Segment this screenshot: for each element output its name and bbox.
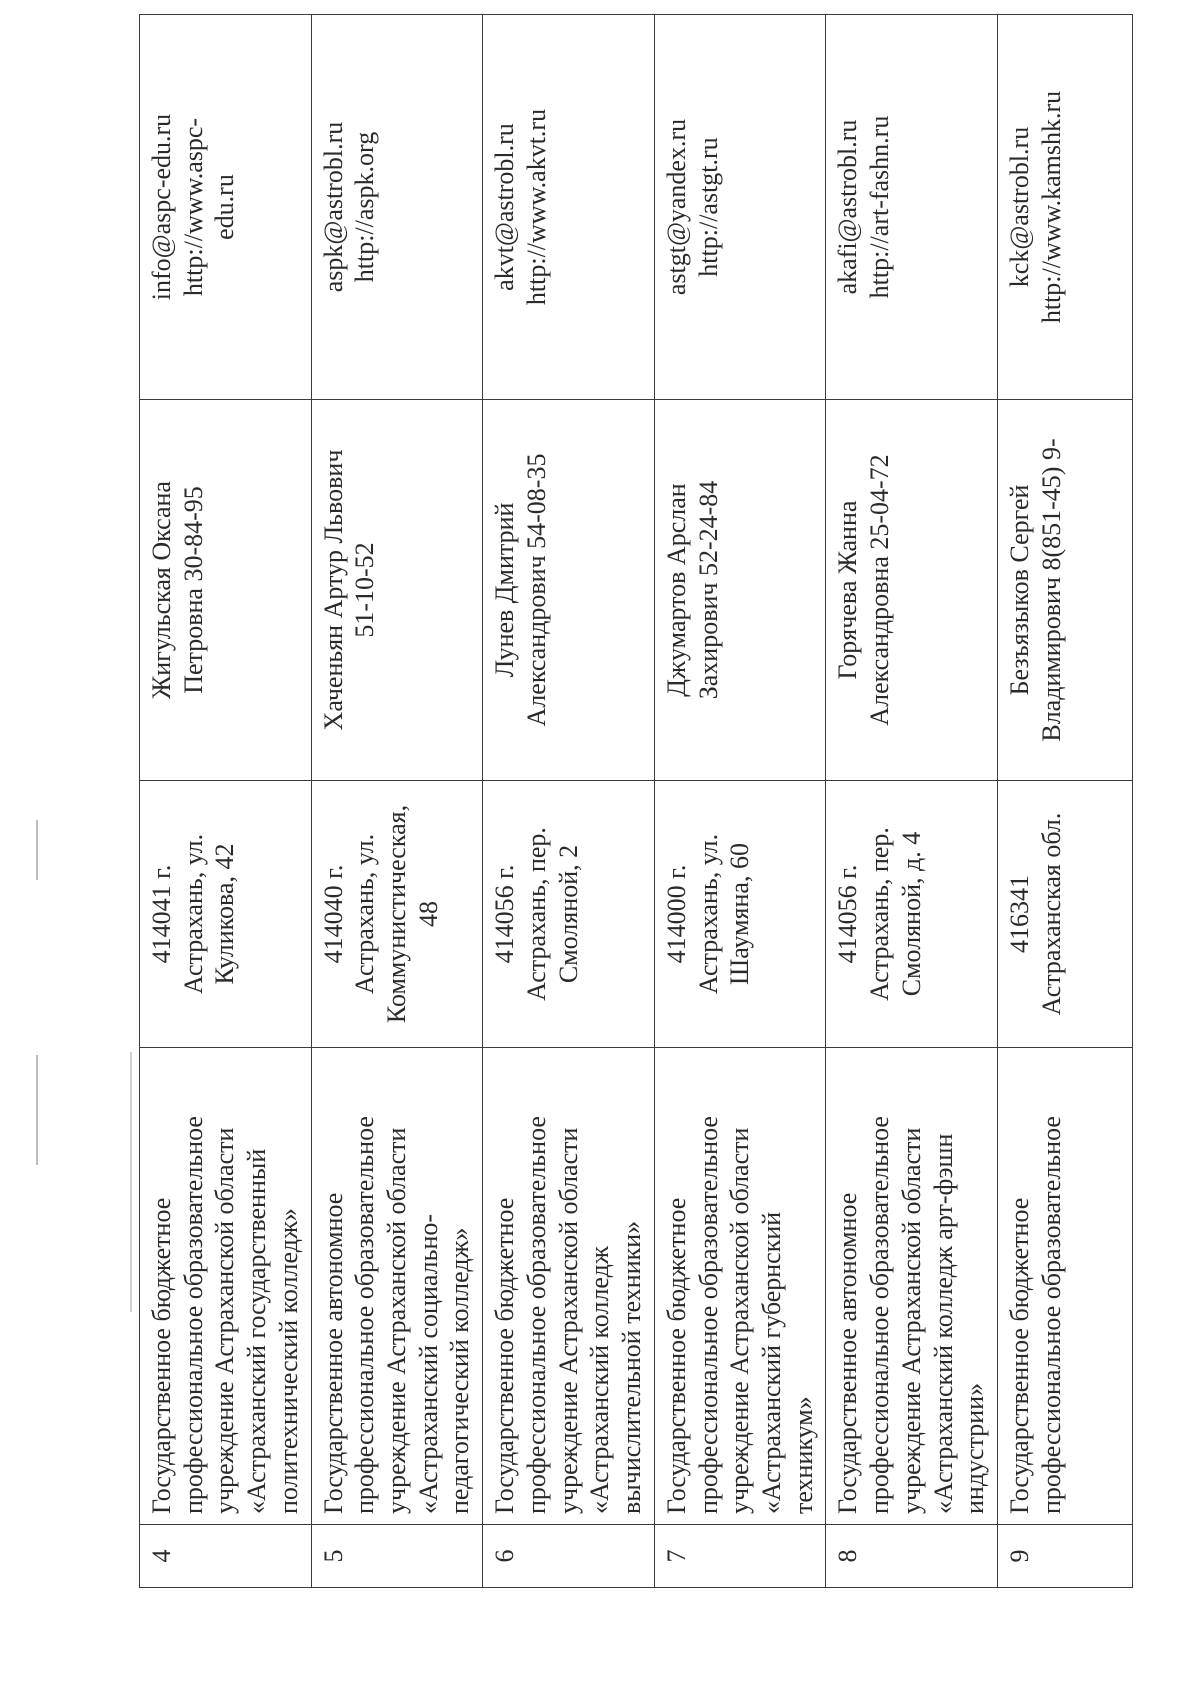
cell-address-line: Астрахань, ул. bbox=[350, 833, 380, 995]
cell-organization-line: педагогический колледж» bbox=[445, 1227, 475, 1514]
cell-head-contact-line: Горячева Жанна bbox=[833, 500, 863, 680]
cell-organization-line: профессиональное образовательное bbox=[350, 1116, 380, 1514]
table-body bbox=[140, 15, 1133, 1588]
cell-email-website-line: http://astgt.ru bbox=[693, 137, 723, 277]
cell-organization-line: учреждение Астраханской области bbox=[210, 1127, 240, 1514]
cell-head-contact bbox=[997, 400, 1132, 781]
cell-address bbox=[826, 781, 998, 1048]
cell-number: 9 bbox=[997, 1525, 1132, 1588]
cell-address-line: Астрахань, ул. bbox=[693, 833, 723, 995]
cell-email-website bbox=[483, 15, 655, 400]
cell-email-website-line: http://www.aspc- bbox=[178, 117, 208, 297]
cell-organization-line: индустрии» bbox=[960, 1382, 990, 1514]
cell-email-website-line: http://www.akvt.ru bbox=[521, 108, 551, 306]
cell-organization bbox=[826, 1048, 998, 1525]
table-row bbox=[311, 15, 483, 1588]
cell-email-website-line: aspk@astrobl.ru bbox=[318, 121, 348, 293]
cell-organization-line: профессиональное образовательное bbox=[1036, 1116, 1066, 1514]
cell-organization-line: Государственное бюджетное bbox=[147, 1197, 176, 1514]
cell-head-contact-line: Петровна 30-84-95 bbox=[178, 486, 208, 694]
cell-email-website-line: info@aspc-edu.ru bbox=[147, 113, 176, 301]
cell-organization-line: Государственное автономное bbox=[318, 1192, 348, 1514]
cell-organization bbox=[140, 1048, 312, 1525]
cell-email-website-line: akvt@astrobl.ru bbox=[490, 123, 520, 291]
cell-organization bbox=[311, 1048, 483, 1525]
cell-address bbox=[140, 781, 312, 1048]
cell-address-line: Смоляной, 2 bbox=[553, 844, 583, 984]
cell-head-contact-line: Лунев Дмитрий bbox=[490, 502, 520, 678]
cell-number: 6 bbox=[483, 1525, 655, 1588]
cell-number: 7 bbox=[654, 1525, 826, 1588]
cell-address-line: Шаумяна, 60 bbox=[725, 843, 755, 985]
cell-address-line: 48 bbox=[413, 901, 443, 927]
cell-address-line: 414040 г. bbox=[318, 864, 348, 964]
cell-address-line: Коммунистическая, bbox=[382, 804, 412, 1024]
cell-organization-line: учреждение Астраханской области bbox=[896, 1127, 926, 1514]
cell-organization-line: техникум» bbox=[788, 1396, 818, 1514]
cell-number: 5 bbox=[311, 1525, 483, 1588]
cell-head-contact-line: Безъязыков Сергей bbox=[1004, 484, 1034, 696]
cell-address-line: 414000 г. bbox=[661, 864, 691, 964]
cell-organization-line: профессиональное образовательное bbox=[865, 1116, 895, 1514]
cell-organization-line: «Астраханский губернский bbox=[756, 1211, 786, 1514]
cell-head-contact-line: Жигульская Оксана bbox=[147, 481, 176, 699]
cell-email-website-line: astgt@yandex.ru bbox=[661, 118, 691, 296]
cell-address-line: Астрахань, ул. bbox=[178, 833, 208, 995]
cell-organization-line: «Астраханский государственный bbox=[242, 1148, 272, 1514]
cell-organization-line: профессиональное образовательное bbox=[693, 1116, 723, 1514]
cell-email-website-line: akafi@astrobl.ru bbox=[833, 119, 863, 295]
cell-organization-line: учреждение Астраханской области bbox=[382, 1127, 412, 1514]
cell-email-website bbox=[140, 15, 312, 400]
cell-email-website bbox=[826, 15, 998, 400]
cell-organization-line: политехнический колледж» bbox=[273, 1208, 303, 1514]
cell-organization-line: учреждение Астраханской области bbox=[553, 1127, 583, 1514]
scan-mark-top bbox=[36, 820, 38, 880]
cell-head-contact-line: Джумартов Арслан bbox=[661, 483, 691, 697]
cell-head-contact bbox=[483, 400, 655, 781]
cell-email-website-line: http://art-fashn.ru bbox=[865, 115, 895, 299]
institutions-table bbox=[139, 14, 1133, 1588]
cell-email-website-line: http://www.kamshk.ru bbox=[1036, 90, 1066, 324]
cell-head-contact-line: Александрович 54-08-35 bbox=[521, 453, 551, 727]
cell-organization-line: Государственное бюджетное bbox=[1004, 1197, 1034, 1514]
cell-head-contact bbox=[654, 400, 826, 781]
rotated-table-wrapper bbox=[139, 90, 1074, 1588]
table-row bbox=[654, 15, 826, 1588]
cell-address-line: Астрахань, пер. bbox=[521, 827, 551, 1001]
cell-address-line: Смоляной, д. 4 bbox=[896, 831, 926, 997]
cell-head-contact-line: Захирович 52-24-84 bbox=[693, 480, 723, 700]
cell-organization bbox=[654, 1048, 826, 1525]
cell-email-website-line: http://aspk.org bbox=[350, 131, 380, 283]
cell-address-line: 414056 г. bbox=[833, 864, 863, 964]
table-row bbox=[826, 15, 998, 1588]
cell-number: 8 bbox=[826, 1525, 998, 1588]
cell-address bbox=[997, 781, 1132, 1048]
cell-address bbox=[483, 781, 655, 1048]
cell-organization-line: Государственное бюджетное bbox=[661, 1197, 691, 1514]
table-row bbox=[483, 15, 655, 1588]
cell-address-line: 414056 г. bbox=[490, 864, 520, 964]
table-row bbox=[997, 15, 1132, 1588]
cell-address-line: Астрахань, пер. bbox=[865, 827, 895, 1001]
scan-mark-bottom bbox=[36, 1055, 38, 1165]
cell-address-line: Астраханская обл. bbox=[1036, 812, 1066, 1016]
cell-head-contact bbox=[140, 400, 312, 781]
cell-email-website-line: edu.ru bbox=[210, 174, 240, 240]
cell-organization-line: учреждение Астраханской области bbox=[725, 1127, 755, 1514]
cell-email-website-line: kck@astrobl.ru bbox=[1004, 126, 1034, 288]
cell-address-line: 414041 г. bbox=[147, 864, 176, 964]
cell-organization-line: Государственное автономное bbox=[833, 1192, 863, 1514]
cell-head-contact-line: Владимирович 8(851-45) 9- bbox=[1036, 438, 1066, 742]
scan-artifact-line bbox=[130, 1052, 132, 1312]
cell-address bbox=[311, 781, 483, 1048]
cell-head-contact bbox=[311, 400, 483, 781]
cell-head-contact-line: 51-10-52 bbox=[350, 542, 380, 638]
table-row bbox=[140, 15, 312, 1588]
cell-number: 4 bbox=[140, 1525, 312, 1588]
cell-address bbox=[654, 781, 826, 1048]
cell-organization-line: профессиональное образовательное bbox=[521, 1116, 551, 1514]
cell-organization-line: Государственное бюджетное bbox=[490, 1197, 520, 1514]
cell-address-line: Куликова, 42 bbox=[210, 843, 240, 985]
cell-organization-line: «Астраханский колледж арт-фэшн bbox=[928, 1133, 958, 1514]
cell-email-website bbox=[654, 15, 826, 400]
cell-head-contact-line: Александровна 25-04-72 bbox=[865, 454, 895, 726]
cell-head-contact-line: Хаченьян Артур Львович bbox=[318, 449, 348, 731]
cell-organization bbox=[483, 1048, 655, 1525]
cell-organization-line: «Астраханский колледж bbox=[585, 1246, 615, 1514]
cell-email-website bbox=[997, 15, 1132, 400]
cell-email-website bbox=[311, 15, 483, 400]
cell-organization-line: профессиональное образовательное bbox=[178, 1116, 208, 1514]
cell-address-line: 416341 bbox=[1004, 875, 1034, 953]
cell-organization-line: вычислительной техники» bbox=[617, 1220, 647, 1514]
cell-organization bbox=[997, 1048, 1132, 1525]
cell-head-contact bbox=[826, 400, 998, 781]
cell-organization-line: «Астраханский социально- bbox=[413, 1213, 443, 1514]
